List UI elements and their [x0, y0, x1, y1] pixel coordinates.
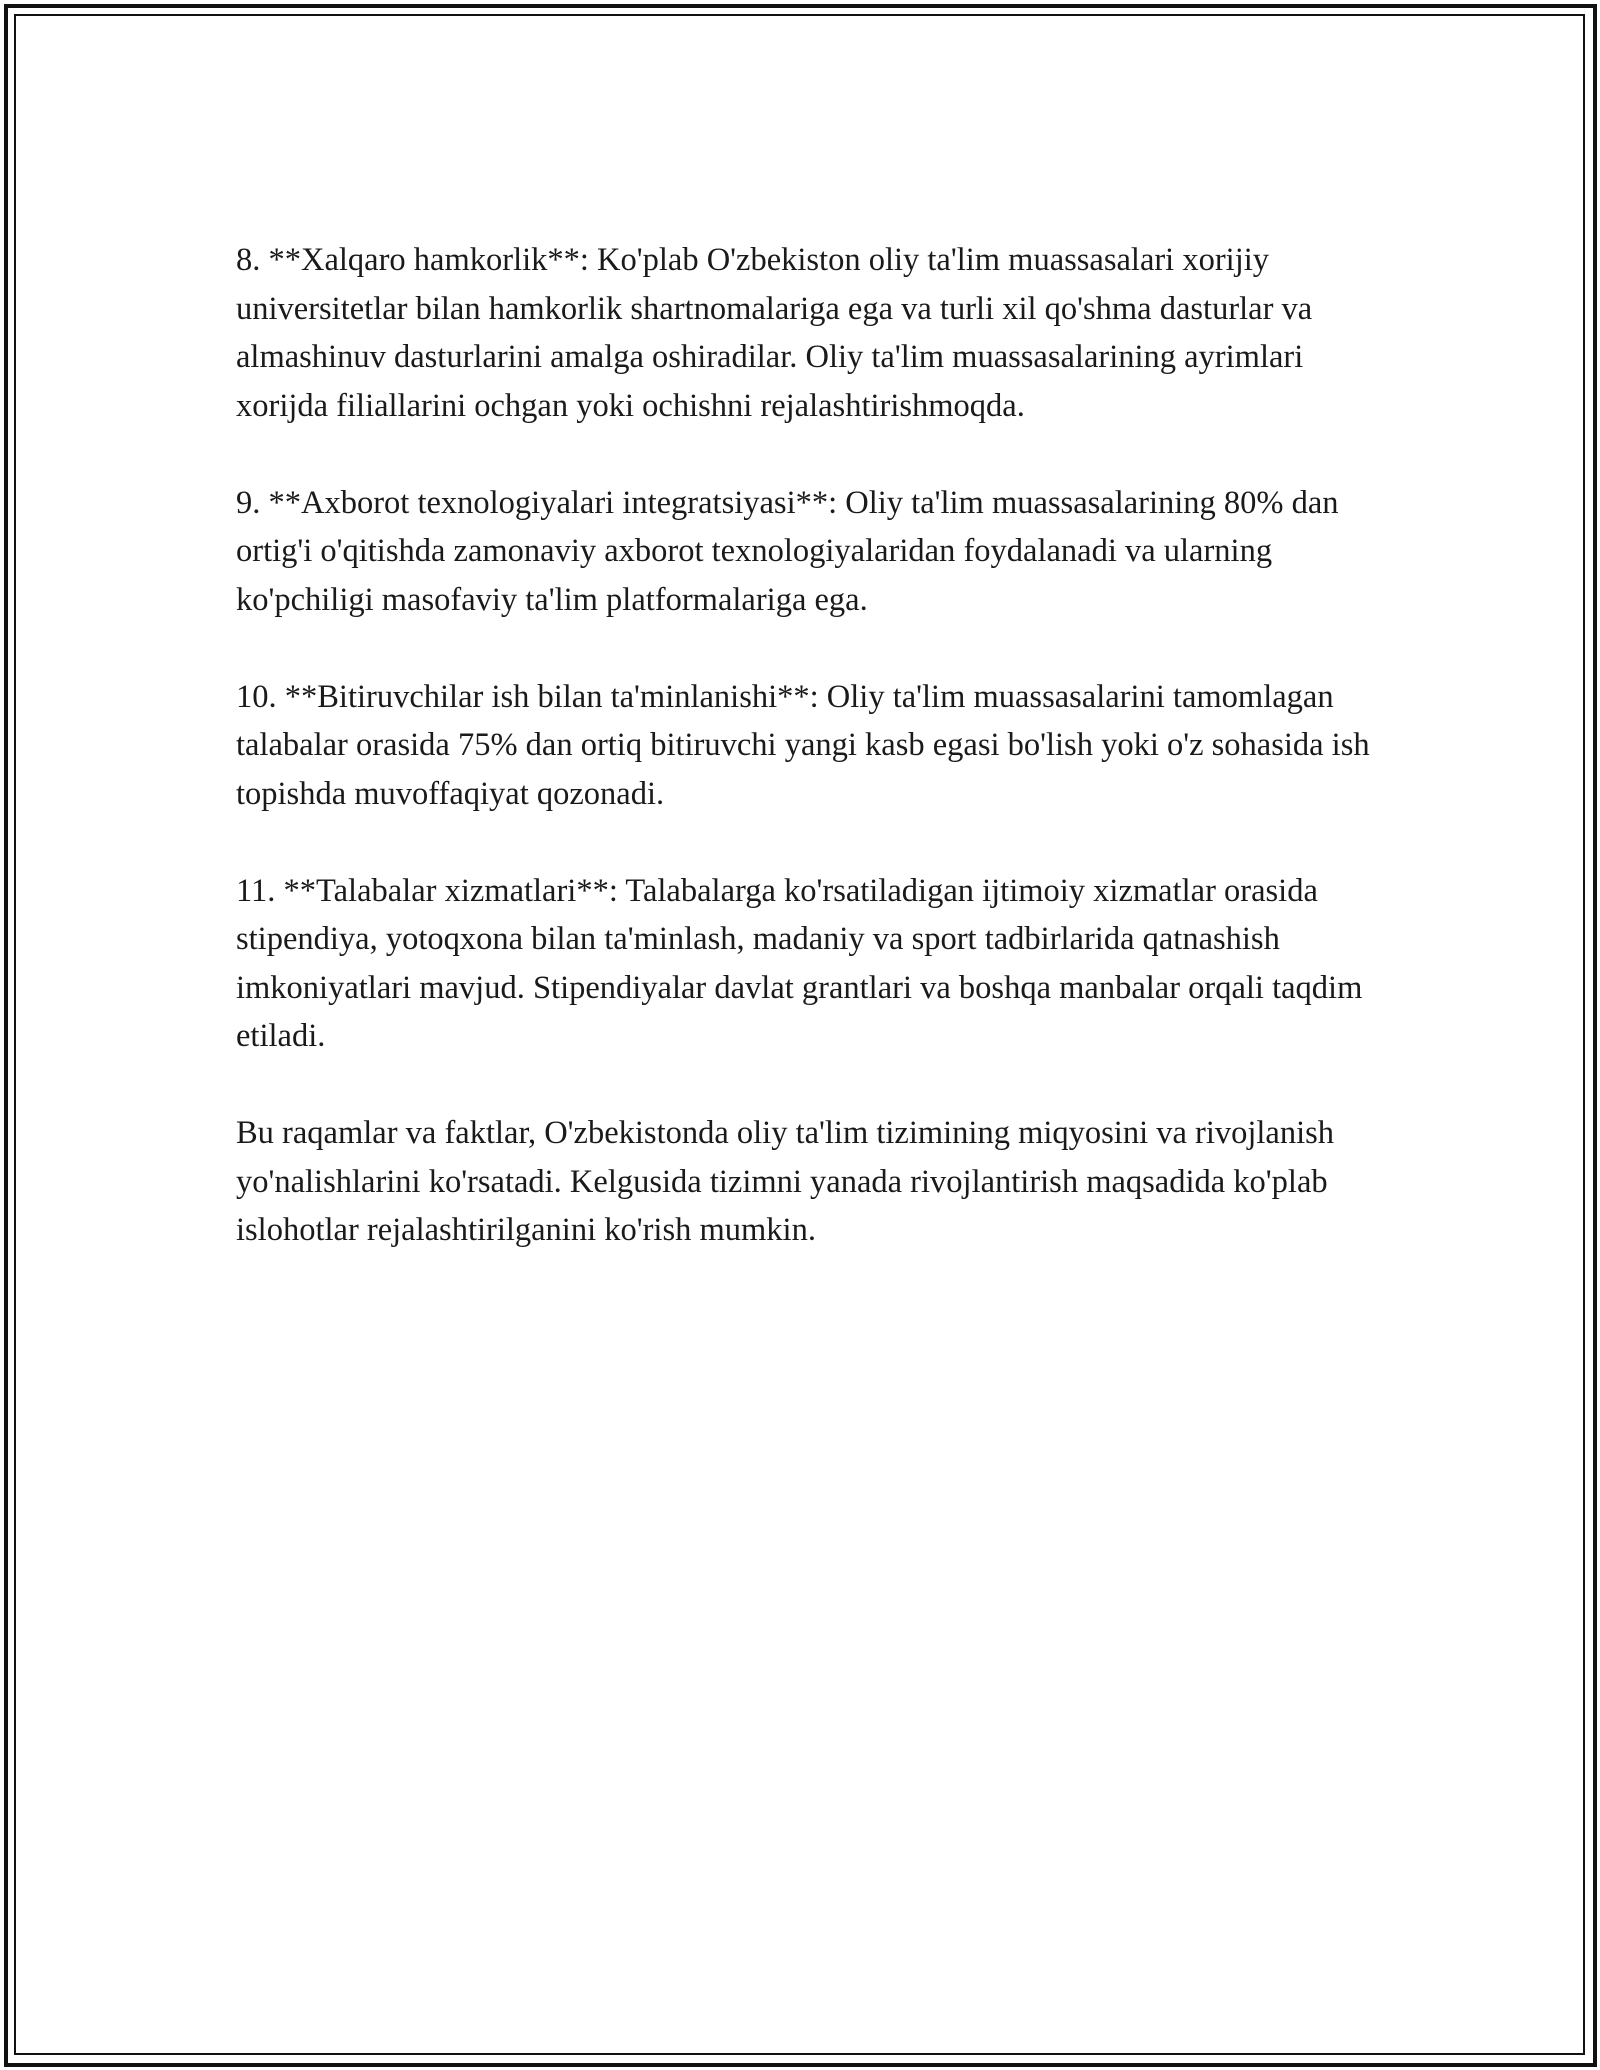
- paragraph-international-cooperation: 8. **Xalqaro hamkorlik**: Ko'plab O'zbekiston oliy ta'lim muassasalari xorijiy universitetlar bilan hamkorlik shartnomalariga ega va turli xil qo'shma dasturlar va almashinuv dasturlarini amalga oshiradilar. Oliy ta'lim muassasalarining ayrimlari xorijda filiallarini ochgan yoki ochishni rejalashtirishmoqda.: [236, 242, 1313, 424]
- paragraph-conclusion: Bu raqamlar va faktlar, O'zbekistonda oliy ta'lim tizimining miqyosini va rivojlanish yo'nalishlarini ko'rsatadi. Kelgusida tizimni yanada rivojlantirish maqsadida ko'plab islohotlar rejalashtirilganini ko'rish mumkin.: [236, 1115, 1335, 1248]
- paragraph-it-integration: 9. **Axborot texnologiyalari integratsiyasi**: Oliy ta'lim muassasalarining 80% dan ortig'i o'qitishda zamonaviy axborot texnologiyalaridan foydalanadi va ularning ko'pchiligi masofaviy ta'lim platformalariga ega.: [236, 484, 1339, 618]
- paragraph-student-services: 11. **Talabalar xizmatlari**: Talabalarga ko'rsatiladigan ijtimoiy xizmatlar orasida stipendiya, yotoqxona bilan ta'minlash, madaniy va sport tadbirlarida qatnashish imkoniyatlari mavjud. Stipendiyalar davlat grantlari va boshqa manbalar orqali taqdim etiladi.: [236, 872, 1363, 1054]
- document-body: [236, 236, 1376, 1255]
- paragraph-graduate-employment: 10. **Bitiruvchilar ish bilan ta'minlanishi**: Oliy ta'lim muassasalarini tamomlagan talabalar orasida 75% dan ortiq bitiruvchi yangi kasb egasi bo'lish yoki o'z sohasida ish topishda muvoffaqiyat qozonadi.: [236, 678, 1370, 812]
